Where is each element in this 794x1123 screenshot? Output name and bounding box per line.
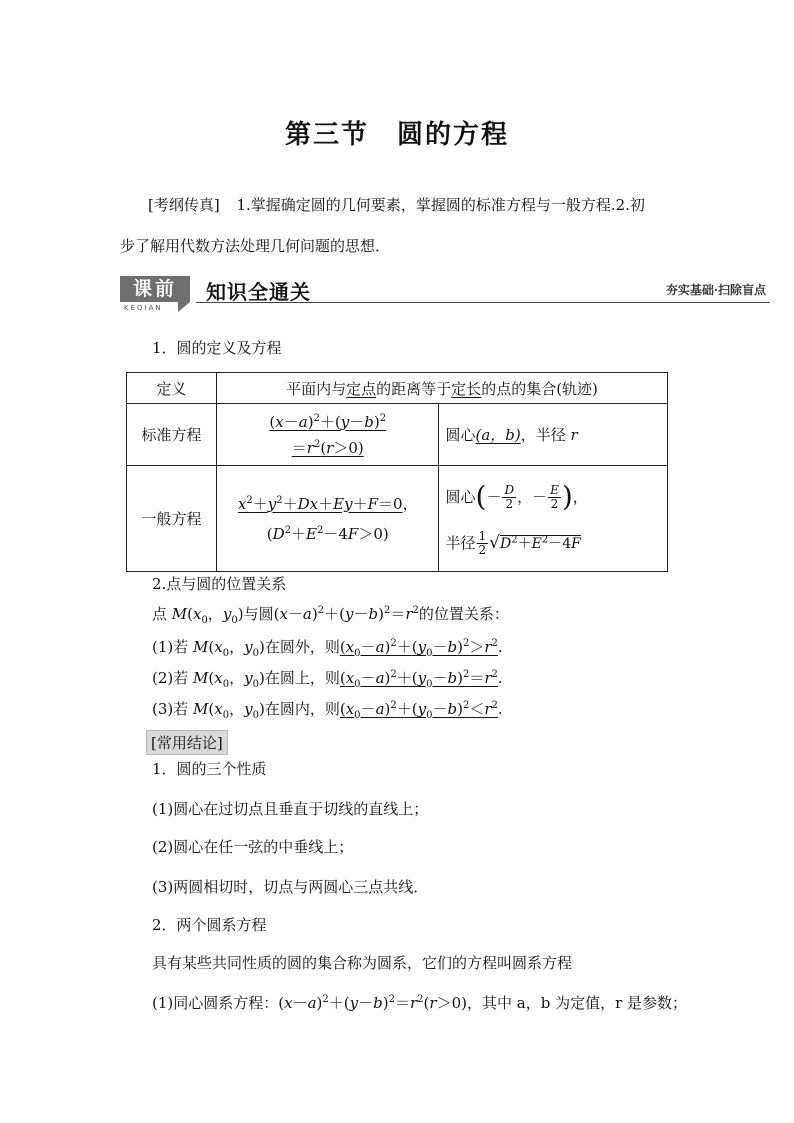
intro-line-1 [148,194,645,215]
gen-equation-line-2: $(D^2+E^2-4F>0)$ [266,524,389,543]
banner-tagline: 夯实基础·扫除盲点 [665,283,766,297]
conclusions-tag-wrap [146,730,228,755]
def-content-cell [217,373,668,404]
def-text-mid: 的距离等于 [376,379,452,398]
case-1-text: 在圆外，则 [264,638,340,656]
section2-case-2: (2)若 $M(x_0$，$y_0$)在圆上，则$(x_0-a)^2+(y_0-b)^2=r^2$. [152,669,503,690]
conclusion-property-2: (2)圆心在任一弦的中垂线上； [152,838,354,856]
def-label-cell [127,373,217,404]
banner-tab-sub: KEQIAN [124,304,163,312]
gen-radius-line: 半径 $\frac{1}{2}$ $√D^2+E^2-4F$ [445,529,581,557]
gen-label-cell [127,466,217,572]
std-equation-cell [217,404,439,466]
banner-rule [196,302,770,303]
std-center-label: 圆心 [445,426,476,444]
conclusion-property-1: (1)圆心在过切点且垂直于切线的直线上； [152,800,429,818]
section2-heading: 2.点与圆的位置关系 [152,575,287,593]
gen-radius-label: 半径 [445,533,476,552]
std-equation-line-1: $(x-a)^2+(y-b)^2$ [269,412,387,431]
gen-equation-cell [217,466,439,572]
case-2-text: 在圆上，则 [264,669,340,687]
section1-heading: 1．圆的定义及方程 [152,339,282,357]
concentric-text: ，其中 a，b 为定值，r 是参数； [466,994,688,1012]
gen-center-label: 圆心 [445,487,476,506]
std-center-cell [439,404,668,466]
intro-line-2: 步了解用代数方法处理几何问题的思想． [120,237,391,255]
circle-equation-table [126,372,668,572]
std-equation-line-2: $=r^2(r>0)$ [291,438,364,457]
section2-case-3: (3)若 $M(x_0$，$y_0$)在圆内，则$(x_0-a)^2+(y_0-b)^2<r^2$. [152,700,503,721]
banner-heading: 知识全通关 [206,280,311,304]
conclusion-concentric: (1)同心圆系方程：$(x-a)^2+(y-b)^2=r^2(r>0)$，其中 a，b 为定值，r 是参数； [152,994,688,1012]
banner-tab-notch [178,302,190,312]
def-text-pre: 平面内与 [286,379,347,398]
gen-label: 一般方程 [141,510,202,528]
def-label: 定义 [156,379,187,398]
def-blank-2: 定长 [451,379,482,398]
std-radius-value: r [570,426,578,444]
gen-center-line: 圆心(－ $\frac{D}{2}$ ，－ $\frac{E}{2}$ )， [445,479,588,513]
def-text-post: 的点的集合(轨迹) [481,379,598,398]
conclusion-paragraph: 具有某些共同性质的圆的集合称为圆系，它们的方程叫圆系方程 [152,954,573,972]
gen-equation-line-1: $x^2+y^2+Dx+Ey+F=0$， [237,494,418,513]
conclusion-property-3: (3)两圆相切时，切点与两圆心三点共线． [152,878,429,896]
std-label-cell [127,404,217,466]
conclusions-tag: [常用结论] [146,730,228,755]
intro-text-1: 1.掌握确定圆的几何要素，掌握圆的标准方程与一般方程.2.初 [236,196,645,214]
def-blank-1: 定点 [346,379,377,398]
intro-tag: [考纲传真] [148,196,220,214]
std-center-value: (a，b) [475,426,521,444]
gen-center-cell [439,466,668,572]
banner-tab: 课前 [120,276,190,302]
conclusion-heading-2: 2．两个圆系方程 [152,916,267,934]
page-title: 第三节 圆的方程 [284,120,509,150]
section2-case-1: (1)若 $M(x_0$，$y_0$)在圆外，则$(x_0-a)^2+(y_0-b)^2>r^2$. [152,638,503,659]
section-banner [120,276,770,312]
std-radius-label: ，半径 [520,426,571,444]
case-3-text: 在圆内，则 [264,700,340,718]
conclusion-heading-1: 1．圆的三个性质 [152,760,267,778]
std-label: 标准方程 [141,426,202,444]
section2-intro: 点 $M(x_0$，$y_0$)与圆$(x-a)^2+(y-b)^2=r^2$的位置关系： [152,605,509,626]
concentric-label: (1)同心圆系方程： [152,994,279,1012]
